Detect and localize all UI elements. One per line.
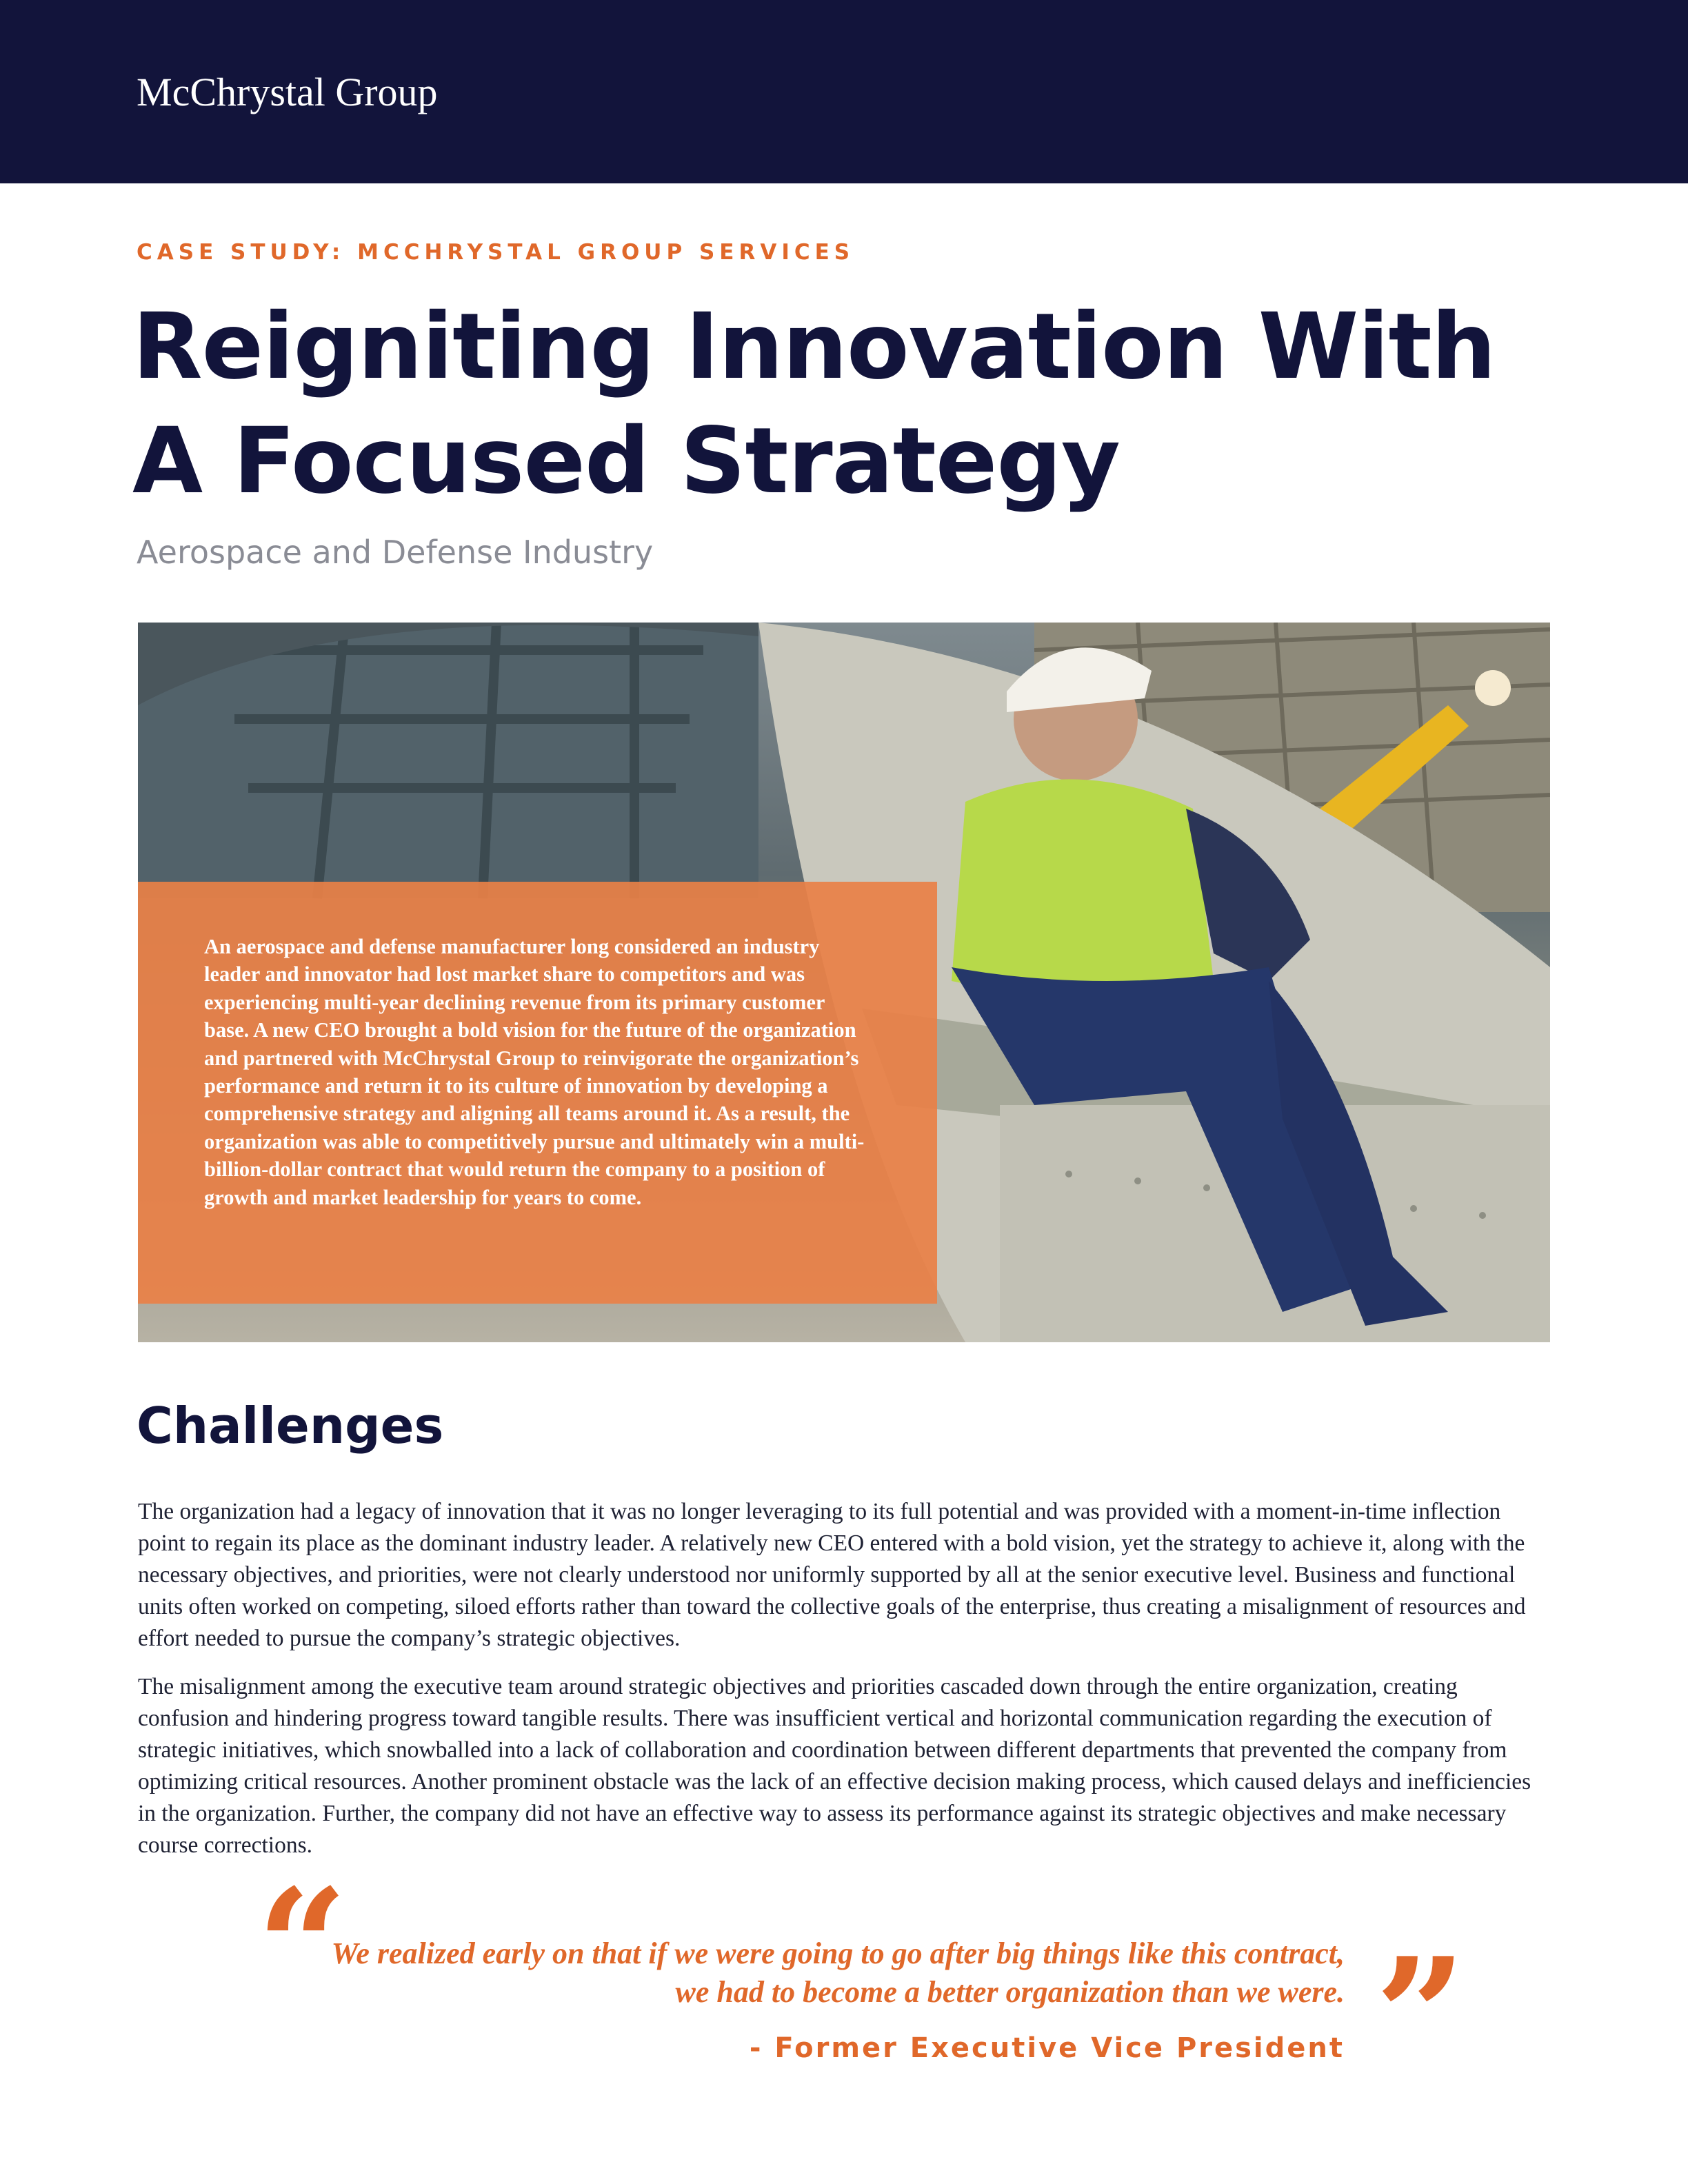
case-study-kicker: CASE STUDY: MCCHRYSTAL GROUP SERVICES (137, 240, 855, 265)
brand-logo: McChrystal Group (137, 70, 438, 114)
summary-callout (138, 882, 937, 1304)
quote-attribution: - Former Executive Vice President (749, 2032, 1345, 2064)
pull-quote: We realized early on that if we were going to go after big things like this contract, we had to become a better organization than we were. (331, 1937, 1345, 2009)
challenges-heading: Challenges (137, 1397, 444, 1455)
open-quote-icon: “ (257, 1854, 348, 2041)
page-title: Reigniting Innovation With A Focused Strategy (132, 294, 1496, 514)
summary-text: An aerospace and defense manufacturer long considered an industry leader and innovator had lost market share to competitors and was experiencing multi-year declining revenue from its primary customer base. A new CEO brought a bold vision for the future of the organization and partnered with McChrystal Group to reinvigorate the organization’s performance and return it to its culture of innovation by developing a comprehensive strategy and aligning all teams around it. As a result, the organization was able to competitively pursue and ultimately win a multi-billion-dollar contract that would return the company to a position of growth and market leadership for years to come. (204, 935, 865, 1209)
industry-subtitle: Aerospace and Defense Industry (137, 534, 654, 571)
close-quote-icon: ” (1375, 1923, 1467, 2110)
challenges-paragraph-2: The misalignment among the executive team around strategic objectives and priorities cascaded down through the entire organization, creating confusion and hindering progress toward tangible results. There was insufficient vertical and horizontal communication regarding the execution of strategic initiatives, which snowballed into a lack of collaboration and coordination between different departments that prevented the company from optimizing critical resources. Another prominent obstacle was the lack of an effective decision making process, which caused delays and inefficiencies in the organization. Further, the company did not have an effective way to assess its performance against its strategic objectives and make necessary course corrections. (138, 1674, 1531, 1858)
header-bar (0, 0, 1688, 183)
challenges-paragraph-1: The organization had a legacy of innovation that it was no longer leveraging to its full potential and was provided with a moment-in-time inflection point to regain its place as the dominant industry leader. A relatively new CEO entered with a bold vision, yet the strategy to achieve it, along with the necessary objectives, and priorities, were not clearly understood nor uniformly supported by all at the senior executive level. Business and functional units often worked on competing, siloed efforts rather than toward the collective goals of the enterprise, thus creating a misalignment of resources and effort needed to pursue the company’s strategic objectives. (138, 1499, 1526, 1651)
